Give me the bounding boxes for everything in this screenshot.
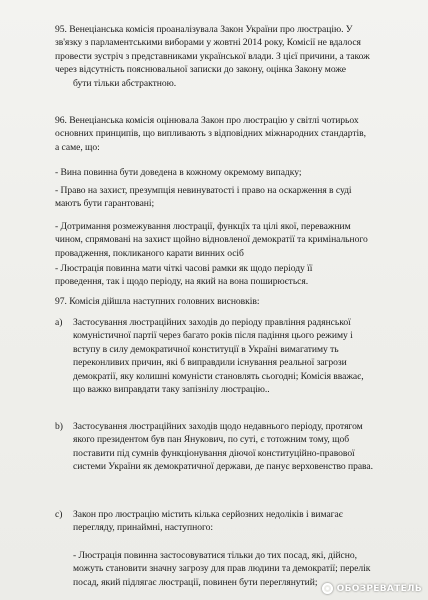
paragraph-97 — [55, 295, 403, 308]
text-line: комуністичної партії через багато років після падіння цього режиму і — [73, 330, 353, 342]
text-line: а саме, що: — [55, 141, 100, 153]
text-line: - Право на захист, презумпція невинуватості і право на оскарження в суді — [55, 185, 352, 196]
text-line: провадження, покликаного карати винних осіб — [55, 247, 244, 259]
list-marker: c) — [55, 509, 63, 520]
list-marker: a) — [55, 317, 63, 328]
text-line: перегляду, принаймні, наступного: — [73, 522, 213, 534]
text-line: якого президентом був пан Янукович, по суті, є тотожним тому, щоб — [73, 434, 350, 446]
text-line: - Люстрація повинна застосовуватися тільки до тих посад, які, дійсно, — [73, 550, 357, 561]
text-line: можуть становити значну загрозу для прав людини та демократії; перелік — [73, 563, 371, 575]
watermark — [322, 583, 422, 594]
paragraph-95 — [55, 23, 403, 90]
text-line: основних принципів, що випливають з відповідних міжнародних стандартів, — [55, 128, 366, 140]
text-line: - Люстрація повинна мати чіткі часові рамки як щодо періоду її — [55, 263, 313, 274]
text-line: зв'язку з парламентськими виборами у жовтні 2014 року, Комісії не вдалося — [55, 37, 361, 49]
text-line: Закон про люстрацію містить кілька серйозних недоліків і вимагає — [73, 509, 343, 520]
watermark-text: ОБОЗРЕВАТЕЛЬ — [336, 583, 422, 594]
principle-2 — [55, 184, 403, 211]
text-line: проведення, так і щодо періоду, на який на вона поширюється. — [55, 276, 309, 288]
text-line: через відсутність пояснювальної записки до закону, оцінка Закону може — [55, 64, 346, 76]
paragraph-96 — [55, 114, 403, 154]
text-line: Застосування люстраційних заходів щодо недавнього періоду, протягом — [73, 421, 363, 432]
text-line: - Вина повинна бути доведена в кожному окремому випадку; — [55, 167, 302, 178]
text-line: 95. Венеціанська комісія проаналізувала Закон України про люстрацію. У — [55, 24, 353, 35]
principle-1 — [55, 166, 403, 179]
text-line: чином, спрямовані на захист щойно відновленої демократії та кримінального — [55, 234, 368, 246]
text-line: - Дотримання розмежування люстрації, функцїх та цілі якої, переважним — [55, 221, 351, 232]
text-line: Застосування люстраційних заходів до періоду правління радянської — [73, 317, 351, 328]
text-line: що важко виправдати таку запізнілу люстрацію.. — [73, 384, 270, 396]
text-line: посад, який підлягає люстрації, повинен бути переглянутий; — [73, 576, 318, 588]
text-line: маютъ бути гарантовані; — [55, 198, 155, 210]
text-line: демократії, яку колишні комуністи становлять сьогодні; Комісія вважає, — [73, 370, 364, 382]
list-marker: b) — [55, 421, 63, 432]
text-line: бути тільки абстрактною. — [73, 77, 177, 89]
text-line: переконливих причин, які б виправдили існування реальної загрози — [73, 357, 347, 369]
text-line: 96. Венеціанська комісія оцінювала Закон про люстрацію у світлі чотирьох — [55, 115, 359, 126]
eye-logo-icon — [322, 583, 333, 594]
text-line: провести зустріч з представниками української влади. З цієї причини, а також — [55, 50, 370, 62]
text-line: поставити під сумнів функціонування діючої конституційно-правової — [73, 447, 355, 459]
text-line: системи України як демократичної держави, де панує верховенство права. — [73, 461, 373, 473]
principle-3 — [55, 220, 403, 260]
principle-4 — [55, 262, 403, 289]
text-line: вступу в силу демократичної конституції в Україні вимагатиму ть — [73, 343, 339, 355]
text-line: 97. Комісія дійшла наступних головних висновків: — [55, 296, 260, 307]
